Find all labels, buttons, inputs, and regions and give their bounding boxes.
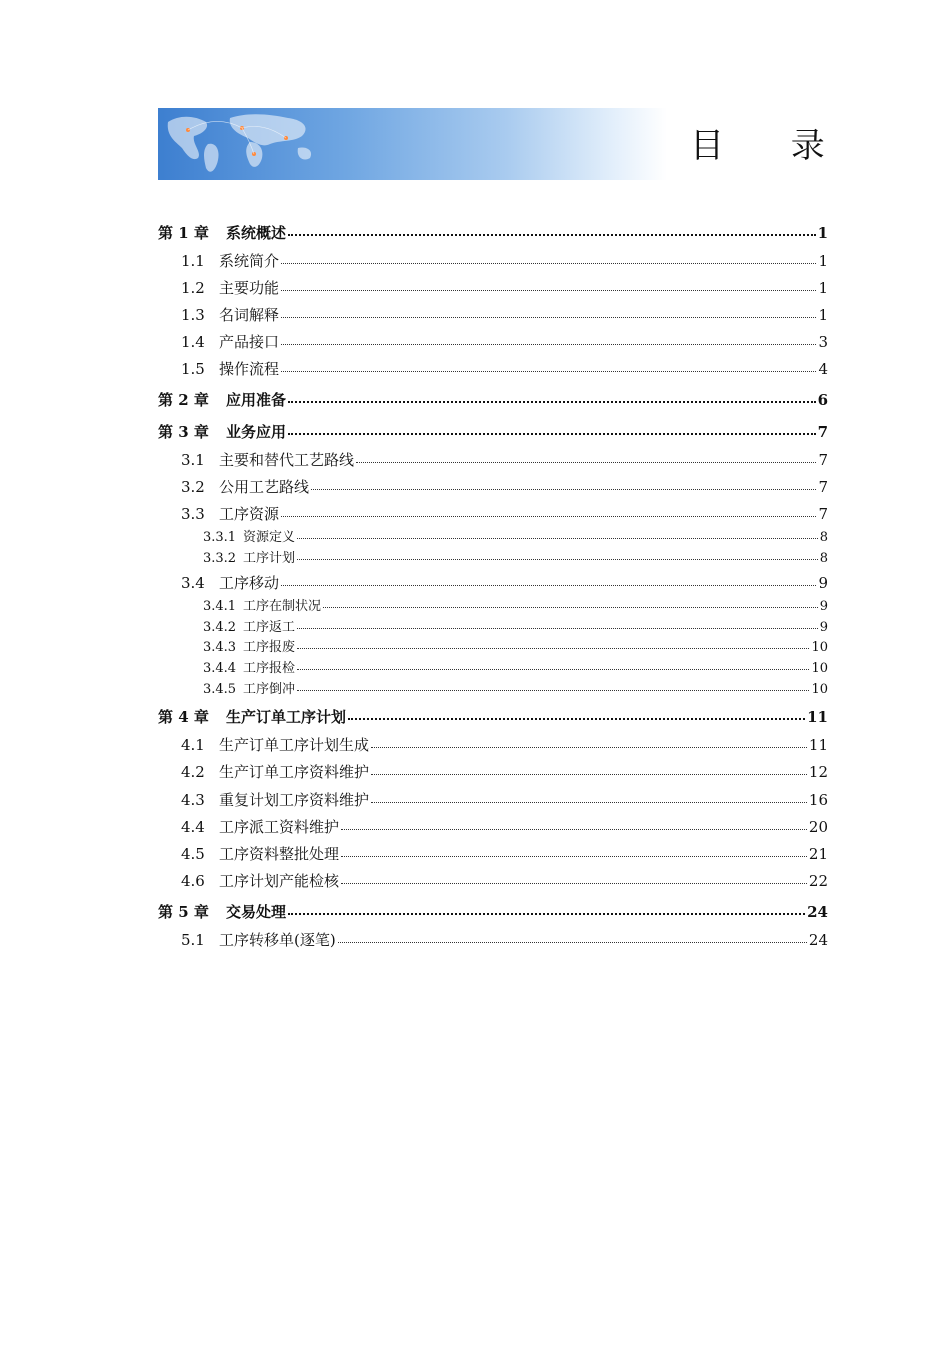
toc-entry-1-5[interactable] bbox=[158, 362, 828, 377]
toc-entry-第1章[interactable] bbox=[158, 226, 828, 241]
toc-entry-4-6[interactable] bbox=[158, 874, 828, 889]
toc-entry-4-3[interactable] bbox=[158, 793, 828, 808]
toc-entry-title: 工序在制状况 bbox=[243, 599, 322, 614]
toc-entry-number: 4.3 bbox=[181, 791, 205, 809]
toc-dot-leader bbox=[311, 489, 816, 490]
toc-dot-leader bbox=[297, 538, 818, 539]
toc-entry-page-number: 10 bbox=[811, 640, 828, 655]
toc-entry-page-number: 10 bbox=[811, 661, 828, 676]
toc-entry-title: 工序移动 bbox=[219, 574, 280, 592]
toc-dot-leader bbox=[356, 462, 816, 463]
toc-entry-page-number: 6 bbox=[817, 391, 828, 409]
toc-entry-page-number: 3 bbox=[818, 333, 828, 351]
toc-entry-title: 重复计划工序资料维护 bbox=[219, 791, 370, 809]
toc-entry-number: 3.4.5 bbox=[203, 682, 237, 697]
toc-entry-title: 工序报检 bbox=[243, 661, 296, 676]
toc-dot-leader bbox=[297, 648, 809, 649]
toc-dot-leader bbox=[281, 585, 816, 586]
toc-dot-leader bbox=[288, 433, 816, 435]
toc-entry-3-3-1[interactable] bbox=[158, 531, 828, 544]
toc-entry-number: 4.6 bbox=[181, 872, 205, 890]
toc-entry-number: 3.2 bbox=[181, 478, 205, 496]
toc-entry-3-4-2[interactable] bbox=[158, 621, 828, 634]
toc-entry-page-number: 7 bbox=[817, 423, 828, 441]
toc-entry-page-number: 16 bbox=[808, 791, 828, 809]
toc-entry-page-number: 1 bbox=[818, 252, 828, 270]
toc-entry-title: 生产订单工序计划生成 bbox=[219, 736, 370, 754]
toc-entry-page-number: 9 bbox=[818, 574, 828, 592]
toc-entry-page-number: 1 bbox=[818, 306, 828, 324]
toc-dot-leader bbox=[281, 263, 816, 264]
toc-entry-3-3[interactable] bbox=[158, 507, 828, 522]
toc-entry-number: 3.4.1 bbox=[203, 599, 237, 614]
toc-entry-title: 主要和替代工艺路线 bbox=[219, 451, 355, 469]
toc-entry-number: 3.4.4 bbox=[203, 661, 237, 676]
toc-entry-3-4-4[interactable] bbox=[158, 662, 828, 675]
toc-entry-page-number: 1 bbox=[817, 224, 828, 242]
toc-entry-title: 生产订单工序计划 bbox=[226, 708, 347, 726]
toc-entry-第4章[interactable] bbox=[158, 710, 828, 725]
toc-entry-title: 系统简介 bbox=[219, 252, 280, 270]
toc-dot-leader bbox=[371, 774, 807, 775]
toc-dot-leader bbox=[297, 690, 809, 691]
toc-entry-5-1[interactable] bbox=[158, 933, 828, 948]
toc-entry-page-number: 4 bbox=[818, 360, 828, 378]
toc-entry-1-3[interactable] bbox=[158, 308, 828, 323]
toc-entry-page-number: 1 bbox=[818, 279, 828, 297]
toc-entry-title: 资源定义 bbox=[243, 530, 296, 545]
toc-entry-number: 1.1 bbox=[181, 252, 205, 270]
toc-entry-page-number: 7 bbox=[818, 505, 828, 523]
toc-entry-title: 工序派工资料维护 bbox=[219, 818, 340, 836]
toc-entry-title: 工序资源 bbox=[219, 505, 280, 523]
toc-dot-leader bbox=[281, 344, 816, 345]
toc-entry-page-number: 21 bbox=[808, 845, 828, 863]
toc-entry-number: 3.4.3 bbox=[203, 640, 237, 655]
toc-entry-3-2[interactable] bbox=[158, 480, 828, 495]
toc-entry-number: 1.3 bbox=[181, 306, 205, 324]
toc-entry-title: 工序资料整批处理 bbox=[219, 845, 340, 863]
toc-entry-title: 主要功能 bbox=[219, 279, 280, 297]
toc-entry-page-number: 7 bbox=[818, 451, 828, 469]
toc-entry-第5章[interactable] bbox=[158, 905, 828, 920]
toc-entry-page-number: 9 bbox=[819, 620, 828, 635]
toc-dot-leader bbox=[288, 913, 805, 915]
toc-entry-number: 第 5 章 bbox=[158, 903, 209, 921]
toc-entry-page-number: 8 bbox=[819, 551, 828, 566]
toc-dot-leader bbox=[281, 371, 816, 372]
toc-dot-leader bbox=[288, 401, 816, 403]
toc-entry-3-4-3[interactable] bbox=[158, 641, 828, 654]
toc-entry-number: 3.3.1 bbox=[203, 530, 237, 545]
toc-entry-number: 第 3 章 bbox=[158, 423, 209, 441]
toc-entry-page-number: 11 bbox=[808, 736, 828, 754]
toc-entry-page-number: 8 bbox=[819, 530, 828, 545]
toc-entry-title: 工序报废 bbox=[243, 640, 296, 655]
toc-dot-leader bbox=[348, 718, 805, 720]
toc-entry-title: 工序计划产能检核 bbox=[219, 872, 340, 890]
toc-entry-title: 应用准备 bbox=[226, 391, 287, 409]
toc-dot-leader bbox=[341, 883, 807, 884]
toc-dot-leader bbox=[338, 942, 807, 943]
toc-entry-title: 工序转移单(逐笔) bbox=[219, 931, 336, 949]
toc-entry-3-4-5[interactable] bbox=[158, 683, 828, 696]
toc-dot-leader bbox=[281, 516, 816, 517]
toc-entry-3-1[interactable] bbox=[158, 453, 828, 468]
toc-entry-number: 4.5 bbox=[181, 845, 205, 863]
toc-dot-leader bbox=[323, 607, 818, 608]
toc-entry-number: 3.4 bbox=[181, 574, 205, 592]
toc-entry-3-4-1[interactable] bbox=[158, 600, 828, 613]
toc-dot-leader bbox=[297, 669, 809, 670]
toc-entry-4-1[interactable] bbox=[158, 738, 828, 753]
toc-entry-page-number: 24 bbox=[808, 931, 828, 949]
toc-entry-page-number: 20 bbox=[808, 818, 828, 836]
toc-entry-第3章[interactable] bbox=[158, 425, 828, 440]
toc-entry-number: 1.4 bbox=[181, 333, 205, 351]
toc-entry-number: 3.4.2 bbox=[203, 620, 237, 635]
page-title: 目 录 bbox=[690, 126, 853, 166]
toc-dot-leader bbox=[371, 802, 807, 803]
toc-entry-page-number: 7 bbox=[818, 478, 828, 496]
toc-entry-4-2[interactable] bbox=[158, 765, 828, 780]
toc-entry-number: 4.2 bbox=[181, 763, 205, 781]
toc-entry-number: 1.5 bbox=[181, 360, 205, 378]
toc-entry-4-4[interactable] bbox=[158, 820, 828, 835]
toc-entry-3-3-2[interactable] bbox=[158, 552, 828, 565]
toc-entry-title: 名词解释 bbox=[219, 306, 280, 324]
toc-entry-number: 4.4 bbox=[181, 818, 205, 836]
toc-entry-1-1[interactable] bbox=[158, 254, 828, 269]
toc-entry-number: 3.1 bbox=[181, 451, 205, 469]
toc-entry-page-number: 22 bbox=[808, 872, 828, 890]
toc-entry-title: 交易处理 bbox=[226, 903, 287, 921]
toc-dot-leader bbox=[297, 628, 818, 629]
toc-entry-title: 产品接口 bbox=[219, 333, 280, 351]
toc-entry-number: 第 4 章 bbox=[158, 708, 209, 726]
toc-dot-leader bbox=[341, 856, 807, 857]
toc-entry-number: 第 2 章 bbox=[158, 391, 209, 409]
world-map-icon bbox=[158, 108, 488, 180]
toc-dot-leader bbox=[281, 317, 816, 318]
toc-entry-title: 工序返工 bbox=[243, 620, 296, 635]
toc-entry-title: 业务应用 bbox=[226, 423, 287, 441]
toc-entry-page-number: 11 bbox=[807, 708, 828, 726]
toc-entry-1-2[interactable] bbox=[158, 281, 828, 296]
toc-dot-leader bbox=[288, 234, 816, 236]
toc-entry-3-4[interactable] bbox=[158, 576, 828, 591]
toc-entry-title: 公用工艺路线 bbox=[219, 478, 310, 496]
toc-entry-page-number: 10 bbox=[811, 682, 828, 697]
toc-entry-number: 第 1 章 bbox=[158, 224, 209, 242]
toc-entry-number: 4.1 bbox=[181, 736, 205, 754]
toc-dot-leader bbox=[281, 290, 816, 291]
toc-entry-1-4[interactable] bbox=[158, 335, 828, 350]
toc-entry-number: 3.3.2 bbox=[203, 551, 237, 566]
toc-dot-leader bbox=[371, 747, 807, 748]
toc-entry-title: 系统概述 bbox=[226, 224, 287, 242]
toc-dot-leader bbox=[297, 559, 818, 560]
toc-entry-title: 操作流程 bbox=[219, 360, 280, 378]
toc-entry-page-number: 24 bbox=[807, 903, 828, 921]
toc-entry-number: 3.3 bbox=[181, 505, 205, 523]
toc-entry-4-5[interactable] bbox=[158, 847, 828, 862]
toc-entry-第2章[interactable] bbox=[158, 393, 828, 408]
toc-dot-leader bbox=[341, 829, 807, 830]
toc-entry-title: 工序计划 bbox=[243, 551, 296, 566]
toc-entry-page-number: 12 bbox=[808, 763, 828, 781]
toc-entry-page-number: 9 bbox=[819, 599, 828, 614]
toc-entry-number: 5.1 bbox=[181, 931, 205, 949]
toc-entry-title: 工序倒冲 bbox=[243, 682, 296, 697]
toc-entry-number: 1.2 bbox=[181, 279, 205, 297]
toc-entry-title: 生产订单工序资料维护 bbox=[219, 763, 370, 781]
